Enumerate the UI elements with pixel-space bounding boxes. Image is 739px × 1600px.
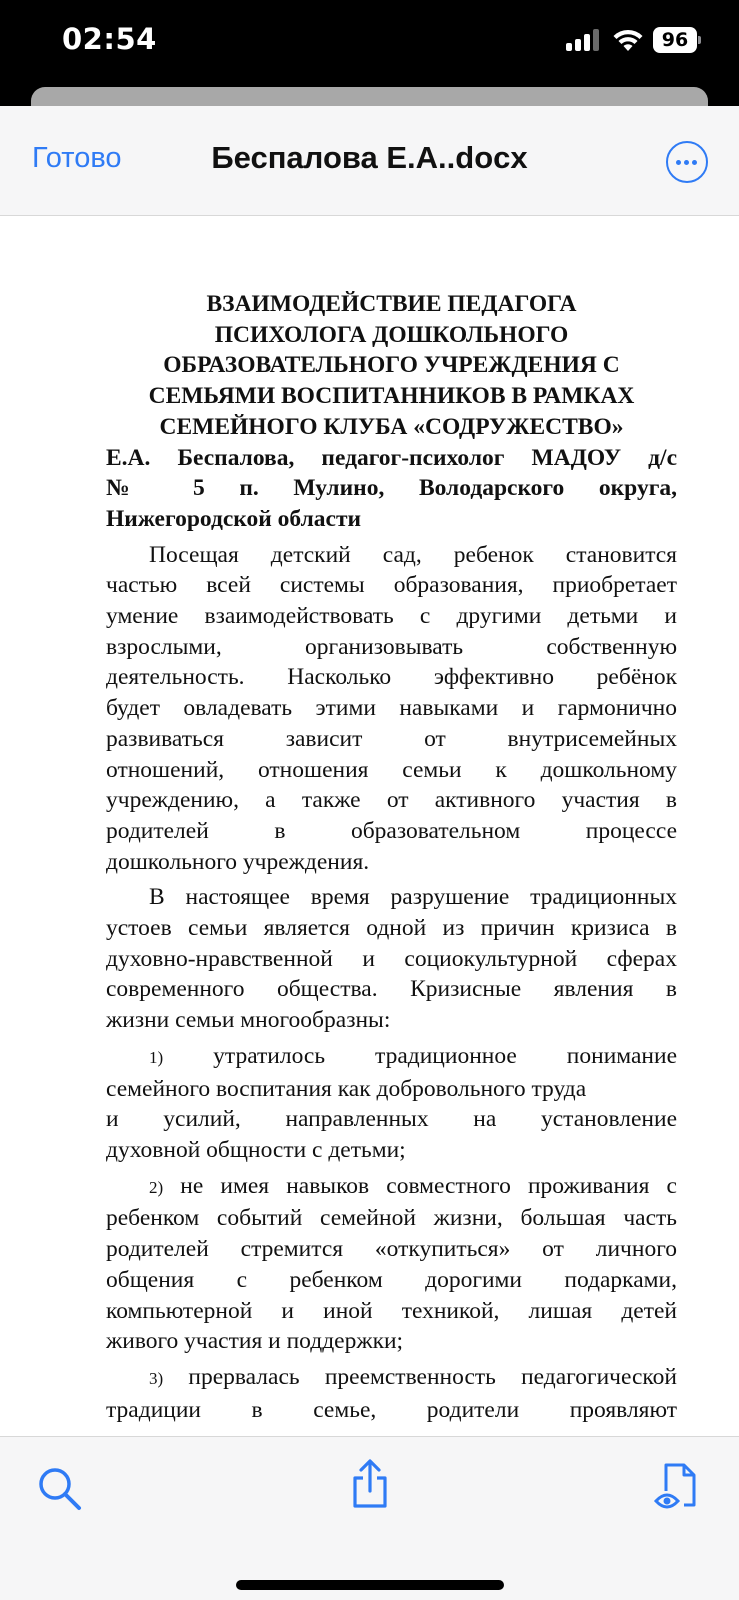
more-options-button[interactable]: [666, 141, 708, 183]
text-line: [106, 1171, 677, 1204]
text-line: современного общества. Кризисные явления в: [106, 976, 677, 1003]
title-line: СЕМЕЙНОГО КЛУБА «СОДРУЖЕСТВО»: [159, 413, 624, 440]
title-line: ОБРАЗОВАТЕЛЬНОГО УЧРЕЖДЕНИЯ С: [163, 352, 620, 379]
text-line: ребенком событий семейной жизни, большая часть: [106, 1205, 677, 1232]
done-button[interactable]: Готово: [32, 142, 122, 174]
text-line: Посещая детский сад, ребенок становится: [149, 541, 677, 568]
title-line: СЕМЬЯМИ ВОСПИТАННИКОВ В РАМКАХ: [148, 383, 635, 410]
battery-cap: [698, 36, 701, 44]
list-item-1: [106, 1041, 677, 1166]
list-text: прервалась преемственность педагогической: [188, 1363, 677, 1390]
status-bar: [0, 0, 739, 92]
navigation-bar: [0, 106, 739, 216]
text-line: деятельность. Насколько эффективно ребёнок: [106, 664, 677, 691]
title-line: ПСИХОЛОГА ДОШКОЛЬНОГО: [214, 321, 569, 348]
text-line: умение взаимодействовать с другими детьми и: [106, 603, 677, 630]
author-line: Е.А. Беспалова, педагог-психолог МАДОУ д/с: [106, 444, 677, 471]
text-line: компьютерной и иной техникой, лишая детей: [106, 1297, 677, 1324]
text-line: дошкольного учреждения.: [106, 848, 370, 875]
text-line: семейного воспитания как добровольного труда: [106, 1075, 587, 1102]
list-text: утратилось традиционное понимание: [213, 1042, 677, 1069]
article-author: [106, 443, 677, 535]
author-line: Нижегородской области: [106, 505, 362, 532]
list-number: 2): [149, 1177, 164, 1197]
list-number: 3): [149, 1368, 164, 1388]
search-icon[interactable]: [38, 1467, 82, 1511]
text-line: родителей в образовательном процессе: [106, 817, 677, 844]
text-line: взрослыми, организовывать собственную: [106, 633, 677, 660]
text-line: В настоящее время разрушение традиционных: [149, 884, 677, 911]
text-line: [106, 1362, 677, 1395]
bottom-toolbar: [0, 1436, 739, 1600]
text-line: живого участия и поддержки;: [106, 1328, 404, 1355]
text-line: развиваться зависит от внутрисемейных: [106, 725, 677, 752]
text-line: устоев семьи является одной из причин кризиса в: [106, 915, 677, 942]
text-line: частью всей системы образования, приобретает: [106, 572, 677, 599]
text-line: общения с ребенком дорогими подарками,: [106, 1266, 677, 1293]
text-line: традиции в семье, родители проявляют: [106, 1396, 677, 1423]
battery-indicator: [653, 27, 701, 53]
text-line: жизни семьи многообразны:: [106, 1007, 391, 1034]
text-line: духовной общности с детьми;: [106, 1136, 406, 1163]
document-preview-icon[interactable]: [654, 1461, 700, 1513]
author-line: № 5 п. Мулино, Володарского округа,: [106, 475, 677, 502]
text-line: учреждению, а также от активного участия в: [106, 787, 677, 814]
article-title: [106, 289, 677, 443]
text-line: будет овладевать этими навыками и гармонично: [106, 695, 677, 722]
paragraph-2: [106, 882, 677, 1036]
text-line: отношений, отношения семьи к дошкольному: [106, 756, 677, 783]
text-line: и усилий, направленных на установление: [106, 1106, 677, 1133]
list-number: 1): [149, 1047, 164, 1067]
document-viewer[interactable]: [0, 217, 739, 1437]
paragraph-1: [106, 540, 677, 878]
text-line: [106, 1041, 677, 1074]
text-line: родителей стремится «откупиться» от личного: [106, 1236, 677, 1263]
status-time: 02:54: [62, 22, 157, 56]
battery-level: 96: [653, 27, 697, 53]
wifi-icon: [612, 28, 644, 52]
text-line: духовно-нравственной и социокультурной сферах: [106, 945, 677, 972]
list-text: не имея навыков совместного проживания с: [180, 1172, 677, 1199]
document-sheet: [0, 106, 739, 1600]
title-line: ВЗАИМОДЕЙСТВИЕ ПЕДАГОГА: [206, 291, 577, 317]
list-item-2: [106, 1171, 677, 1357]
cellular-signal-icon: [566, 29, 602, 51]
document-content: [106, 289, 677, 1456]
document-title: Беспалова Е.А..docx: [211, 140, 528, 175]
share-icon[interactable]: [350, 1459, 390, 1509]
home-indicator[interactable]: [236, 1580, 504, 1590]
